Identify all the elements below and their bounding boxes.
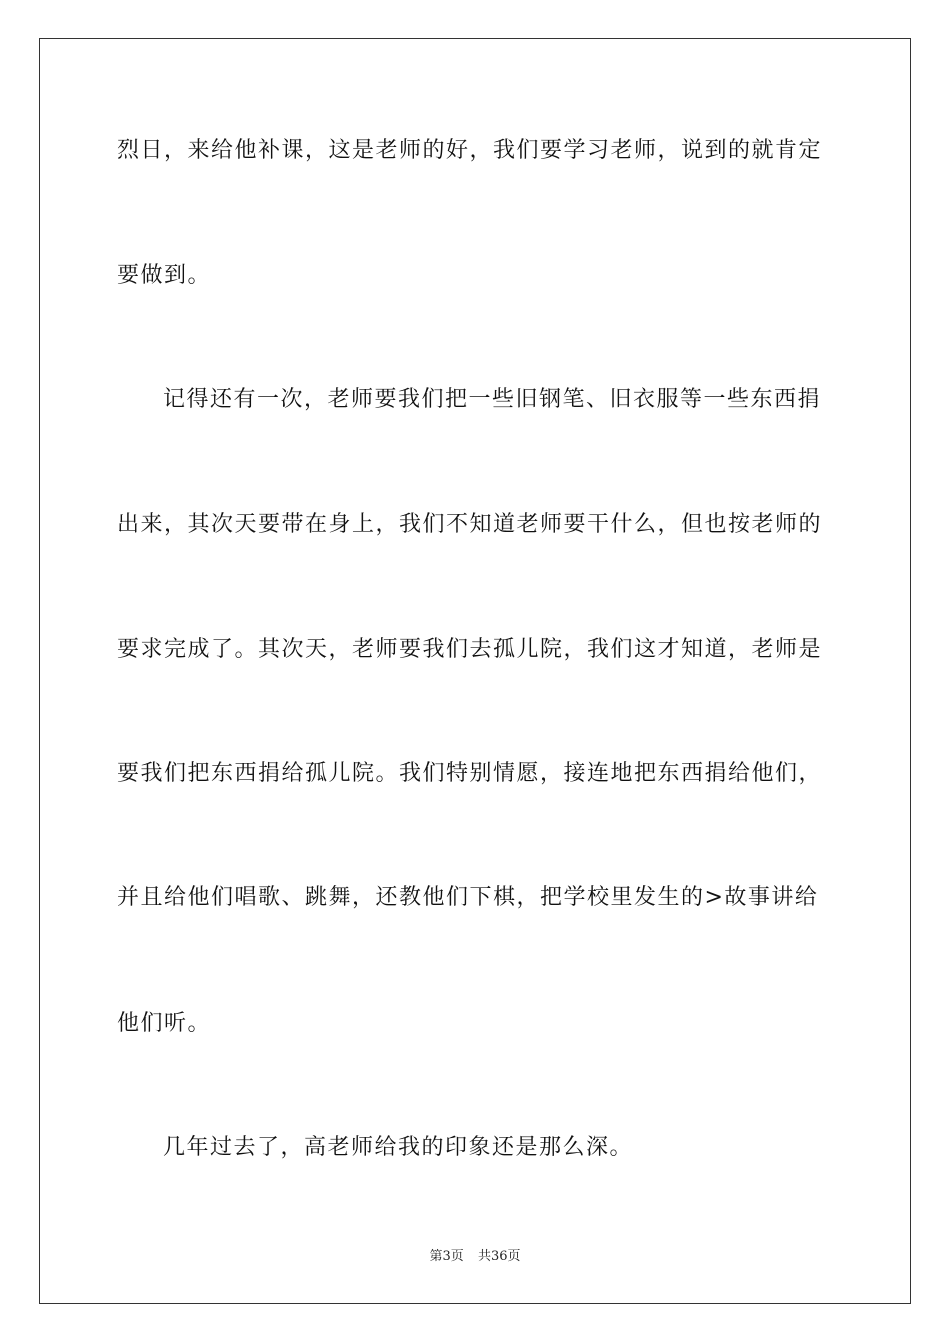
text-line: 并且给他们唱歌、跳舞，还教他们下棋，把学校里发生的>故事讲给: [117, 885, 819, 910]
text-line: 要做到。: [117, 263, 212, 288]
text-line: 烈日，来给他补课，这是老师的好，我们要学习老师，说到的就肯定: [117, 138, 823, 163]
text-line: 他们听。: [117, 1011, 212, 1036]
text-line: 出来，其次天要带在身上，我们不知道老师要干什么，但也按老师的: [117, 512, 823, 537]
page-number: 第3页: [429, 1249, 464, 1264]
text-line: 要我们把东西捐给孤儿院。我们特别情愿，接连地把东西捐给他们，: [117, 761, 823, 786]
page-border: [39, 38, 911, 1304]
page-footer: [0, 1249, 950, 1265]
text-line: 记得还有一次，老师要我们把一些旧钢笔、旧衣服等一些东西捐: [163, 387, 822, 412]
text-line: 几年过去了，高老师给我的印象还是那么深。: [163, 1135, 634, 1160]
text-line: 要求完成了。其次天，老师要我们去孤儿院，我们这才知道，老师是: [117, 637, 823, 662]
page-total: 共36页: [477, 1249, 521, 1264]
